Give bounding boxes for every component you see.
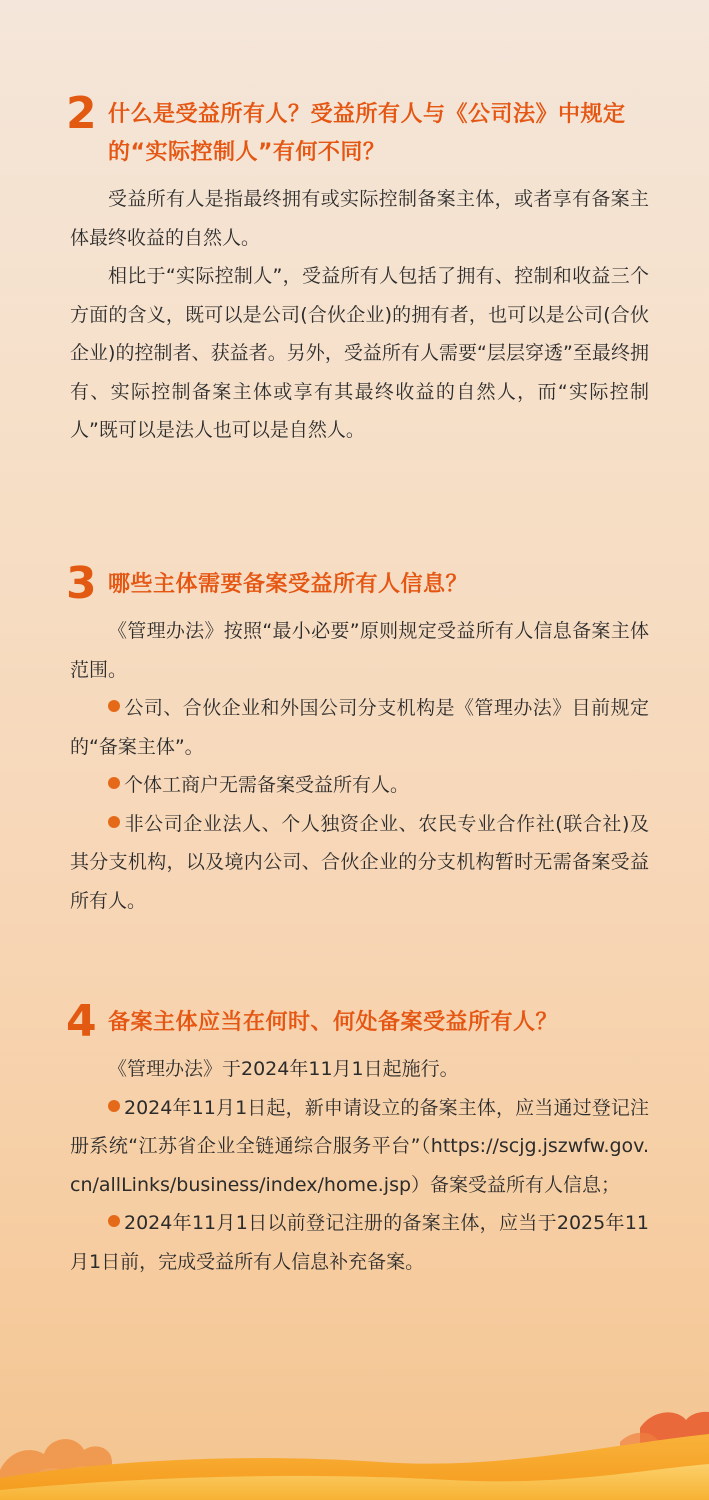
landscape-decoration-icon [0,1350,709,1500]
section-number: 3 [66,558,97,609]
paragraph: 相比于“实际控制人”，受益所有人包括了拥有、控制和收益三个方面的含义，既可以是公司(合伙企业)的拥有者，也可以是公司(合伙企业)的控制者、获益者。另外，受益所有人需要“层层穿透”至最终拥有、实际控制备案主体或享有其最终收益的自然人，而“实际控制人”既可以是法人也可以是自然人。 [70,265,649,441]
bullet-text: 个体工商户无需备案受益所有人。 [124,774,410,796]
section-title: 哪些主体需要备案受益所有人信息？ [108,572,469,597]
paragraph: 《管理办法》按照“最小必要”原则规定受益所有人信息备案主体范围。 [70,620,649,681]
bullet-dot-icon [108,777,120,789]
bullet-text: 2024年11月1日以前登记注册的备案主体，应当于2025年11月1日前，完成受益所有人信息补充备案。 [70,1212,649,1273]
bullet-dot-icon [108,700,120,712]
bullet-dot-icon [108,1100,120,1112]
section-2 [0,88,709,450]
bullet-text: 2024年11月1日起，新申请设立的备案主体，应当通过登记注册系统“江苏省企业全链通综合服务平台”（https://scjg.jszwfw.gov.cn/allLinks/business/index/home.jsp）备案受益所有人信息； [70,1096,649,1196]
paragraph: 《管理办法》于2024年11月1日起施行。 [108,1058,459,1080]
bullet-item [70,766,649,805]
section-heading [0,88,709,172]
section-title: 备案主体应当在何时、何处备案受益所有人？ [108,1010,559,1035]
section-heading [0,996,709,1047]
section-body [0,612,709,920]
section-body [0,1050,709,1281]
paragraph: 受益所有人是指最终拥有或实际控制备案主体，或者享有备案主体最终收益的自然人。 [70,188,649,249]
section-body [0,180,709,450]
bullet-item [70,689,649,766]
section-heading [0,558,709,609]
section-3 [0,558,709,920]
bullet-item [70,805,649,921]
bullet-dot-icon [108,1215,120,1227]
bullet-item [70,1089,649,1205]
section-number: 2 [66,88,97,139]
bullet-text: 非公司企业法人、个人独资企业、农民专业合作社(联合社)及其分支机构，以及境内公司、合伙企业的分支机构暂时无需备案受益所有人。 [70,812,649,912]
bullet-text: 公司、合伙企业和外国公司分支机构是《管理办法》目前规定的“备案主体”。 [70,697,649,758]
section-4 [0,996,709,1281]
section-title: 什么是受益所有人？受益所有人与《公司法》中规定的“实际控制人”有何不同？ [108,102,626,165]
section-number: 4 [66,996,97,1047]
bullet-item [70,1204,649,1281]
bullet-dot-icon [108,816,120,828]
